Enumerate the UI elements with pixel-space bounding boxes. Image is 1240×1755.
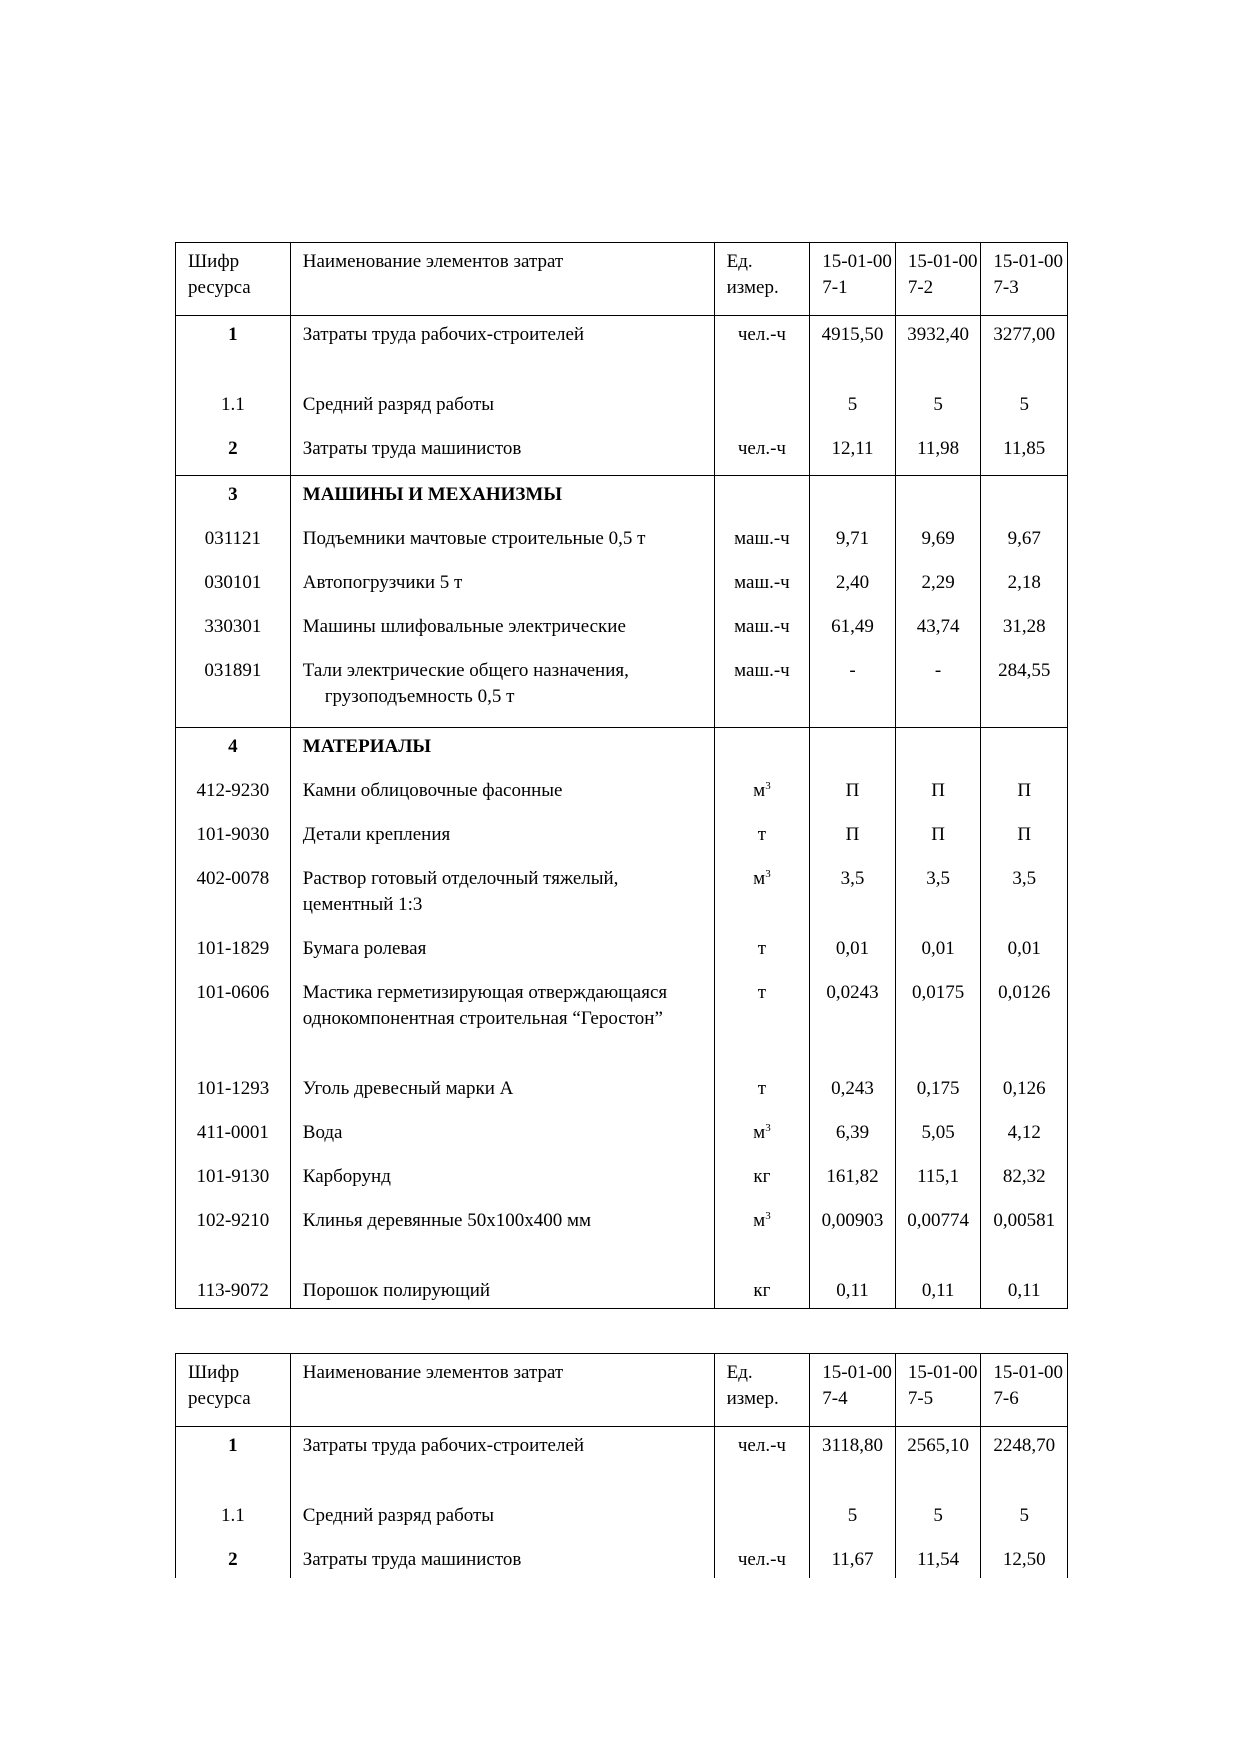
row-value-3: 9,67 (981, 520, 1068, 564)
row-value-2: 0,01 (895, 930, 981, 974)
row-value-1: 0,0243 (810, 974, 896, 1070)
row-value-1: П (810, 816, 896, 860)
row-unit: чел.-ч (714, 430, 810, 476)
row-value-2: 0,00774 (895, 1202, 981, 1272)
row-value-1: 0,243 (810, 1070, 896, 1114)
row-code: 330301 (176, 608, 291, 652)
table-row (176, 974, 1068, 1070)
row-unit: т (714, 930, 810, 974)
row-unit: маш.-ч (714, 652, 810, 728)
table-row (176, 1114, 1068, 1158)
row-value-3: 5 (981, 386, 1068, 430)
section-code: 4 (176, 728, 291, 772)
resource-table-1 (175, 242, 1068, 1309)
row-value-1: 4915,50 (810, 316, 896, 386)
table-row (176, 564, 1068, 608)
row-value-2: 0,11 (895, 1272, 981, 1309)
table-row (176, 1427, 1068, 1497)
row-name: Подъемники мачтовые строительные 0,5 т (290, 520, 714, 564)
unit-superscript: 3 (765, 779, 771, 792)
table-row (176, 652, 1068, 728)
row-unit: кг (714, 1158, 810, 1202)
row-value-1: 3,5 (810, 860, 896, 930)
row-value-2: 5 (895, 1497, 981, 1541)
row-value-2: 2,29 (895, 564, 981, 608)
header-name: Наименование элементов затрат (290, 243, 714, 316)
row-unit: чел.-ч (714, 316, 810, 386)
table-row (176, 1202, 1068, 1272)
table-header-row (176, 1354, 1068, 1427)
unit-text: м (753, 779, 766, 801)
unit-text: м (753, 1209, 766, 1231)
row-value-2: П (895, 772, 981, 816)
row-value-2: 2565,10 (895, 1427, 981, 1497)
row-value-3: 4,12 (981, 1114, 1068, 1158)
row-name: Бумага ролевая (290, 930, 714, 974)
section-title: МАШИНЫ И МЕХАНИЗМЫ (290, 476, 714, 520)
header-unit: Ед. измер. (714, 1354, 810, 1427)
row-code: 101-9030 (176, 816, 291, 860)
row-value-3: 2,18 (981, 564, 1068, 608)
row-value-1: 161,82 (810, 1158, 896, 1202)
row-code: 101-1829 (176, 930, 291, 974)
table-row (176, 1497, 1068, 1541)
row-value-3 (981, 476, 1068, 520)
header-code: Шифр ресурса (176, 1354, 291, 1427)
table-row (176, 386, 1068, 430)
row-value-2: 43,74 (895, 608, 981, 652)
row-name: Затраты труда рабочих-строителей (290, 316, 714, 386)
row-value-2: 9,69 (895, 520, 981, 564)
row-unit (714, 772, 810, 816)
row-value-3: 82,32 (981, 1158, 1068, 1202)
row-unit (714, 1114, 810, 1158)
row-unit: чел.-ч (714, 1541, 810, 1578)
row-name: Средний разряд работы (290, 1497, 714, 1541)
row-name: Машины шлифовальные электрические (290, 608, 714, 652)
header-code: Шифр ресурса (176, 243, 291, 316)
row-value-1 (810, 728, 896, 772)
row-value-1: П (810, 772, 896, 816)
table-row (176, 772, 1068, 816)
row-code: 031121 (176, 520, 291, 564)
row-value-3: П (981, 816, 1068, 860)
row-value-2: 115,1 (895, 1158, 981, 1202)
row-value-1 (810, 476, 896, 520)
row-code: 2 (176, 1541, 291, 1578)
unit-text: м (753, 867, 766, 889)
row-unit: маш.-ч (714, 608, 810, 652)
row-code: 1 (176, 316, 291, 386)
row-value-3: 0,00581 (981, 1202, 1068, 1272)
row-code: 402-0078 (176, 860, 291, 930)
row-value-3: 0,01 (981, 930, 1068, 974)
row-name: Карборунд (290, 1158, 714, 1202)
row-unit: кг (714, 1272, 810, 1309)
row-code: 2 (176, 430, 291, 476)
row-name-line-1: Тали электрические общего назначения, (302, 659, 629, 681)
row-value-3: 2248,70 (981, 1427, 1068, 1497)
resource-table-2 (175, 1353, 1068, 1578)
row-unit (714, 386, 810, 430)
row-value-2 (895, 728, 981, 772)
header-col-3: 15-01-007-3 (981, 243, 1068, 316)
table-row (176, 930, 1068, 974)
row-name: Камни облицовочные фасонные (290, 772, 714, 816)
row-name: Клинья деревянные 50х100х400 мм (290, 1202, 714, 1272)
unit-superscript: 3 (765, 1209, 771, 1222)
row-code: 101-9130 (176, 1158, 291, 1202)
row-value-2: 5,05 (895, 1114, 981, 1158)
row-name: Мастика герметизирующая отверждающаяся однокомпонентная строительная “Геростон” (290, 974, 714, 1070)
row-unit: маш.-ч (714, 564, 810, 608)
row-value-1: 9,71 (810, 520, 896, 564)
row-code: 113-9072 (176, 1272, 291, 1309)
row-value-1: 11,67 (810, 1541, 896, 1578)
header-col-3: 15-01-007-6 (981, 1354, 1068, 1427)
table-row (176, 1158, 1068, 1202)
header-col-1: 15-01-007-4 (810, 1354, 896, 1427)
row-value-1: 0,11 (810, 1272, 896, 1309)
row-unit: т (714, 1070, 810, 1114)
table-row (176, 1541, 1068, 1578)
row-value-2: 3,5 (895, 860, 981, 930)
table-row (176, 1272, 1068, 1309)
row-unit: т (714, 974, 810, 1070)
row-code: 1.1 (176, 386, 291, 430)
row-value-3: П (981, 772, 1068, 816)
row-name: Автопогрузчики 5 т (290, 564, 714, 608)
row-value-3: 3,5 (981, 860, 1068, 930)
row-value-3: 0,0126 (981, 974, 1068, 1070)
row-code: 1 (176, 1427, 291, 1497)
row-unit (714, 1202, 810, 1272)
row-value-1: 0,00903 (810, 1202, 896, 1272)
row-value-2: 0,0175 (895, 974, 981, 1070)
row-value-2: - (895, 652, 981, 728)
header-unit: Ед. измер. (714, 243, 810, 316)
table-row (176, 430, 1068, 476)
unit-superscript: 3 (765, 867, 771, 880)
section-title: МАТЕРИАЛЫ (290, 728, 714, 772)
row-value-2: 11,54 (895, 1541, 981, 1578)
row-value-2: 0,175 (895, 1070, 981, 1114)
row-value-2: 5 (895, 386, 981, 430)
header-col-1: 15-01-007-1 (810, 243, 896, 316)
row-value-3: 3277,00 (981, 316, 1068, 386)
row-value-3: 5 (981, 1497, 1068, 1541)
row-code: 102-9210 (176, 1202, 291, 1272)
row-code: 031891 (176, 652, 291, 728)
row-name: Вода (290, 1114, 714, 1158)
row-value-3: 11,85 (981, 430, 1068, 476)
row-name: Уголь древесный марки А (290, 1070, 714, 1114)
table-header-row (176, 243, 1068, 316)
row-value-2 (895, 476, 981, 520)
row-value-2: П (895, 816, 981, 860)
table-row (176, 860, 1068, 930)
row-code: 412-9230 (176, 772, 291, 816)
table-row (176, 608, 1068, 652)
section-row (176, 728, 1068, 772)
row-unit: чел.-ч (714, 1427, 810, 1497)
row-value-1: 2,40 (810, 564, 896, 608)
row-code: 101-0606 (176, 974, 291, 1070)
row-name: Раствор готовый отделочный тяжелый, цементный 1:3 (290, 860, 714, 930)
row-value-2: 3932,40 (895, 316, 981, 386)
row-value-1: 61,49 (810, 608, 896, 652)
table-row (176, 520, 1068, 564)
row-value-1: 3118,80 (810, 1427, 896, 1497)
row-unit: т (714, 816, 810, 860)
row-value-3: 0,11 (981, 1272, 1068, 1309)
row-name: Порошок полирующий (290, 1272, 714, 1309)
row-name: Затраты труда рабочих-строителей (290, 1427, 714, 1497)
row-value-3 (981, 728, 1068, 772)
section-code: 3 (176, 476, 291, 520)
row-unit: маш.-ч (714, 520, 810, 564)
row-name: Затраты труда машинистов (290, 1541, 714, 1578)
row-unit (714, 476, 810, 520)
row-code: 030101 (176, 564, 291, 608)
row-value-3: 12,50 (981, 1541, 1068, 1578)
header-col-2: 15-01-007-5 (895, 1354, 981, 1427)
row-value-1: 5 (810, 386, 896, 430)
row-name-line-2: грузоподъемность 0,5 т (324, 685, 515, 707)
table-row (176, 816, 1068, 860)
header-col-2: 15-01-007-2 (895, 243, 981, 316)
section-row (176, 476, 1068, 520)
row-value-1: 0,01 (810, 930, 896, 974)
unit-superscript: 3 (765, 1121, 771, 1134)
row-unit (714, 728, 810, 772)
row-code: 1.1 (176, 1497, 291, 1541)
row-value-3: 31,28 (981, 608, 1068, 652)
row-value-2: 11,98 (895, 430, 981, 476)
unit-text: м (753, 1121, 766, 1143)
row-value-3: 0,126 (981, 1070, 1068, 1114)
table-row (176, 316, 1068, 386)
row-value-1: - (810, 652, 896, 728)
row-value-1: 12,11 (810, 430, 896, 476)
row-code: 411-0001 (176, 1114, 291, 1158)
row-name: Затраты труда машинистов (290, 430, 714, 476)
row-unit (714, 1497, 810, 1541)
header-name: Наименование элементов затрат (290, 1354, 714, 1427)
row-value-1: 6,39 (810, 1114, 896, 1158)
row-name: Детали крепления (290, 816, 714, 860)
row-name: Средний разряд работы (290, 386, 714, 430)
row-name (290, 652, 714, 728)
row-unit (714, 860, 810, 930)
row-value-1: 5 (810, 1497, 896, 1541)
row-code: 101-1293 (176, 1070, 291, 1114)
table-row (176, 1070, 1068, 1114)
row-value-3: 284,55 (981, 652, 1068, 728)
